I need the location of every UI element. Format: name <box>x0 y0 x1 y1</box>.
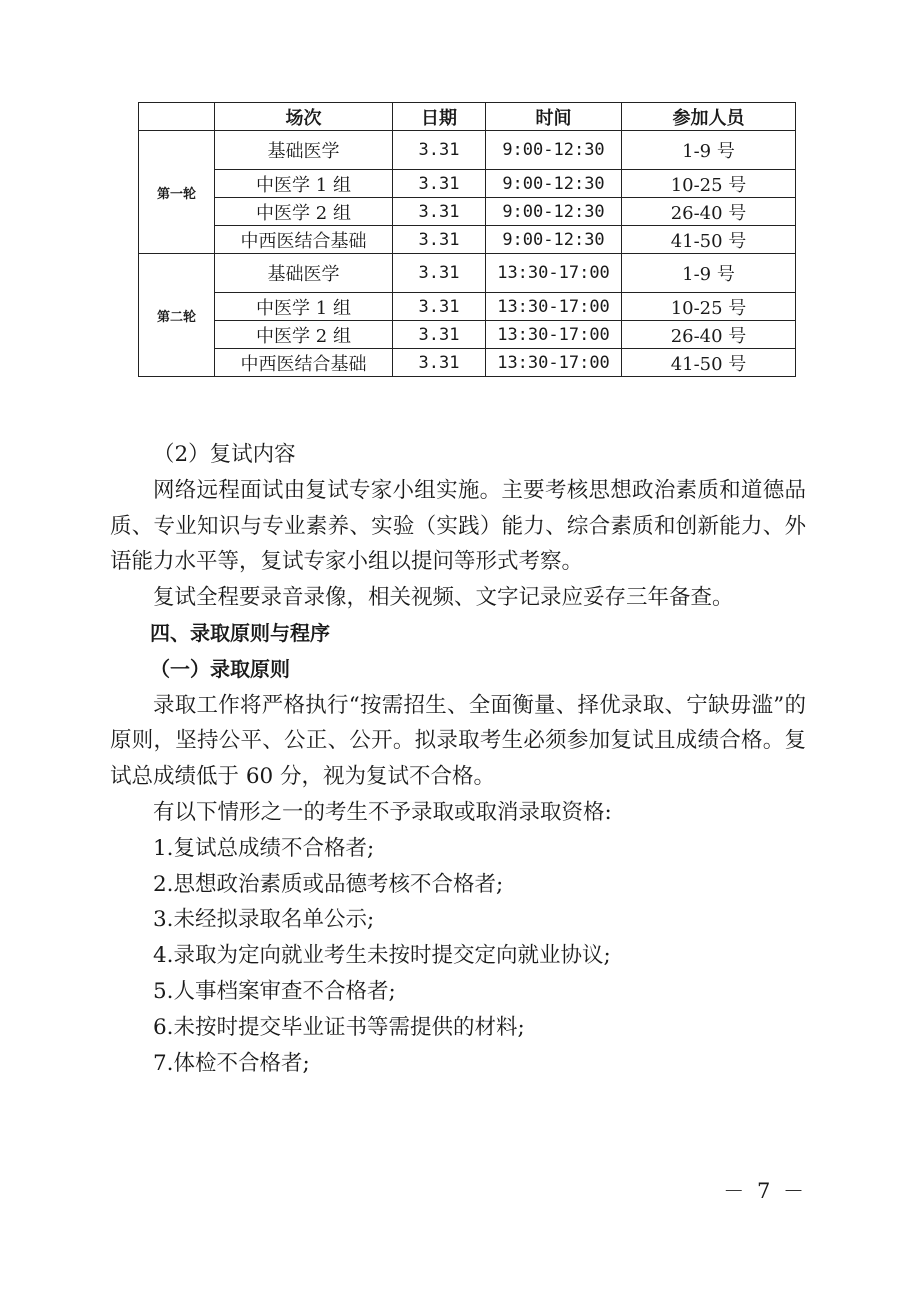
subsection-heading: （2）复试内容 <box>153 442 296 467</box>
cell-participants: 26-40 号 <box>622 321 796 349</box>
cell-time: 9:00-12:30 <box>486 198 622 226</box>
header-session: 场次 <box>215 103 393 131</box>
table-row <box>139 131 796 170</box>
cell-participants: 10-25 号 <box>622 293 796 321</box>
list-item: 4.录取为定向就业考生未按时提交定向就业协议; <box>153 943 611 969</box>
round-label: 第一轮 <box>139 131 215 254</box>
cell-subject: 中医学 1 组 <box>215 170 393 198</box>
table-row <box>139 349 796 377</box>
cell-time: 13:30-17:00 <box>486 321 622 349</box>
paragraph-interview-content: 网络远程面试由复试专家小组实施。主要考核思想政治素质和道德品质、专业知识与专业素养、实验（实践）能力、综合素质和创新能力、外语能力水平等，复试专家小组以提问等形式考察。 <box>110 477 806 575</box>
header-date: 日期 <box>393 103 486 131</box>
cell-time: 13:30-17:00 <box>486 349 622 377</box>
document-body <box>110 437 806 1081</box>
cell-time: 9:00-12:30 <box>486 131 622 170</box>
list-item: 5.人事档案审查不合格者; <box>153 978 396 1004</box>
table-row <box>139 226 796 254</box>
table-header-row <box>139 103 796 131</box>
table-row <box>139 254 796 293</box>
cell-participants: 41-50 号 <box>622 349 796 377</box>
subsection-title: （一）录取原则 <box>150 656 290 681</box>
cell-participants: 1-9 号 <box>622 254 796 293</box>
paragraph-admission-principle: 录取工作将严格执行“按需招生、全面衡量、择优录取、宁缺毋滥”的原则，坚持公平、公正、公开。拟录取考生必须参加复试且成绩合格。复试总成绩低于 60 分，视为复试不合格。 <box>110 692 806 790</box>
header-time: 时间 <box>486 103 622 131</box>
cell-subject: 中医学 1 组 <box>215 293 393 321</box>
cell-date: 3.31 <box>393 226 486 254</box>
list-item: 3.未经拟录取名单公示; <box>153 907 375 933</box>
paragraph-recording: 复试全程要录音录像，相关视频、文字记录应妥存三年备查。 <box>153 585 734 611</box>
section-heading: 四、录取原则与程序 <box>150 620 330 645</box>
cell-date: 3.31 <box>393 170 486 198</box>
cell-subject: 基础医学 <box>215 131 393 170</box>
header-participants: 参加人员 <box>622 103 796 131</box>
table-row <box>139 321 796 349</box>
cell-subject: 中医学 2 组 <box>215 321 393 349</box>
cell-participants: 26-40 号 <box>622 198 796 226</box>
list-item: 1.复试总成绩不合格者; <box>153 835 375 861</box>
round-label: 第二轮 <box>139 254 215 377</box>
cell-date: 3.31 <box>393 321 486 349</box>
cell-subject: 中医学 2 组 <box>215 198 393 226</box>
cell-participants: 1-9 号 <box>622 131 796 170</box>
cell-participants: 10-25 号 <box>622 170 796 198</box>
cell-date: 3.31 <box>393 254 486 293</box>
list-item: 7.体检不合格者; <box>153 1050 310 1076</box>
paragraph-disqualification-intro: 有以下情形之一的考生不予录取或取消录取资格: <box>153 799 612 825</box>
interview-schedule-table <box>138 102 796 377</box>
list-item: 2.思想政治素质或品德考核不合格者; <box>153 871 504 897</box>
cell-date: 3.31 <box>393 198 486 226</box>
cell-time: 13:30-17:00 <box>486 254 622 293</box>
header-blank <box>139 103 215 131</box>
list-item: 6.未按时提交毕业证书等需提供的材料; <box>153 1014 525 1040</box>
cell-date: 3.31 <box>393 349 486 377</box>
cell-participants: 41-50 号 <box>622 226 796 254</box>
cell-date: 3.31 <box>393 293 486 321</box>
cell-date: 3.31 <box>393 131 486 170</box>
cell-subject: 中西医结合基础 <box>215 349 393 377</box>
cell-time: 9:00-12:30 <box>486 170 622 198</box>
table-row <box>139 198 796 226</box>
table-row <box>139 170 796 198</box>
table-row <box>139 293 796 321</box>
cell-time: 13:30-17:00 <box>486 293 622 321</box>
page-number: － 7 － <box>723 1179 807 1203</box>
cell-subject: 中西医结合基础 <box>215 226 393 254</box>
cell-subject: 基础医学 <box>215 254 393 293</box>
cell-time: 9:00-12:30 <box>486 226 622 254</box>
